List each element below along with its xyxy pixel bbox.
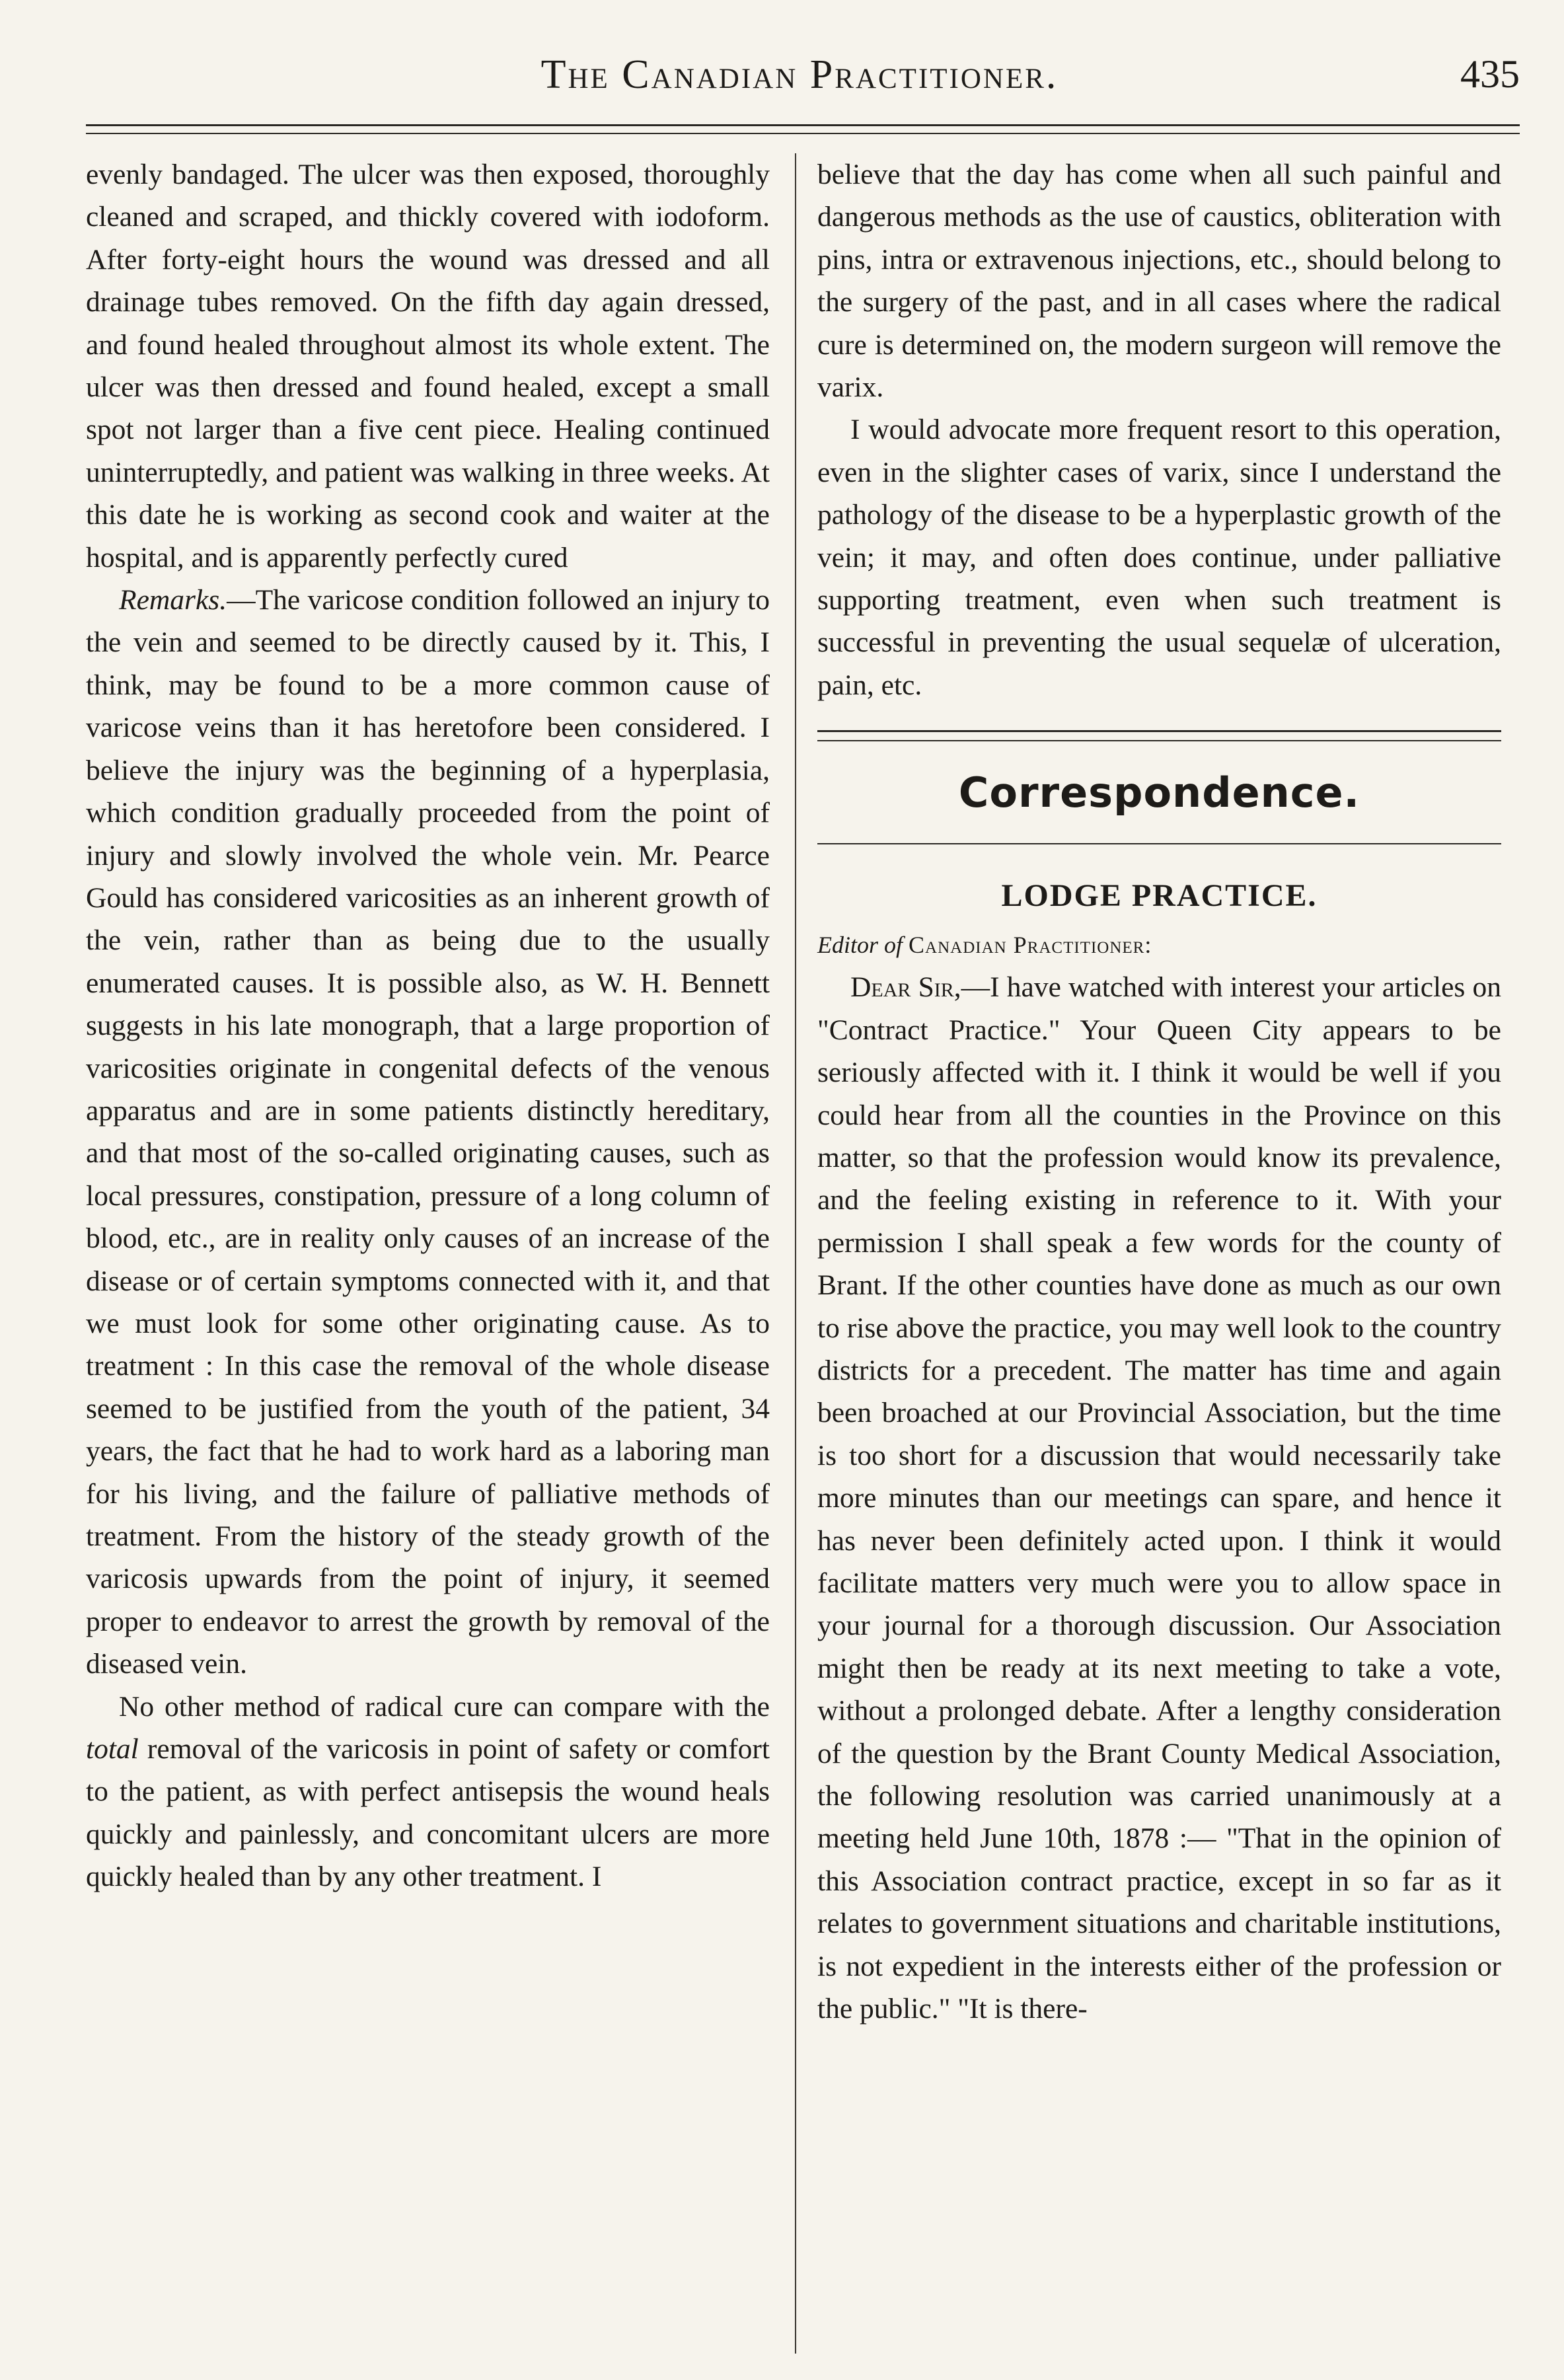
section-heading-correspondence: Correspondence. <box>958 768 1360 817</box>
remarks-paragraph <box>86 579 770 1686</box>
letter-body <box>817 966 1501 2030</box>
page-header <box>79 52 1520 124</box>
radical-cure-text-start: No other method of radical cure can compare with the <box>119 1690 770 1723</box>
header-rule <box>86 124 1520 134</box>
right-column <box>817 153 1501 2030</box>
remarks-lead: Remarks. <box>119 584 227 616</box>
radical-cure-paragraph <box>86 1686 770 1898</box>
section-rule <box>817 730 1501 741</box>
paragraph-continued-right: believe that the day has come when all such painful and dangerous methods as the use of caustics, obliteration with pins, intra or extravenous injections, etc., should belong to the surgery of the past, and in all cases where the radical cure is determined on, the modern surgeon will remove the varix. <box>817 159 1501 404</box>
editor-name: Canadian Practitioner: <box>909 932 1152 959</box>
column-divider <box>795 153 796 2354</box>
letter-text: —I have watched with interest your articles on "Contract Practice." Your Queen City appears to be seriously affected with it. I think it would be well if you could hear from all the counties in the Province on this matter, so that the profession would know its prevalence, and the feeling existing in reference to it. With your permission I shall speak a few words for the county of Brant. If the other counties have done as much as our own to rise above the practice, you may well look to the country districts for a precedent. The matter has time and again been broached at our Provincial Association, but the time is too short for a discussion that would necessarily take more minutes than our meetings can spare, and hence it has never been definitely acted upon. I think it would facilitate matters very much were you to allow space in your journal for a thorough discussion. Our Association might then be ready at its next meeting to take a vote, without a prolonged debate. After a lengthy consideration of the question by the Brant County Medical Association, the following resolution was carried unanimously at a meeting held June 10th, 1878 :— "That in the opinion of this Association contract practice, except in so far as it relates to government situations and charitable institutions, is not expedient in the interests either of the profession or the public." "It is there- <box>817 971 1502 2025</box>
section-heading-rule <box>817 843 1501 844</box>
left-column <box>86 153 770 1898</box>
editor-address <box>817 924 1501 966</box>
salutation: Dear Sir, <box>850 971 961 1004</box>
page-number: 435 <box>1460 52 1520 96</box>
editor-prefix: Editor of <box>817 932 903 959</box>
remarks-text: —The varicose condition followed an injury to the vein and seemed to be directly caused by it. This, I think, may be found to be a more common cause of varicose veins than it has heretofore been considered. I believe the injury was the beginning of a hyperplasia, which condition gradually proceeded from the point of injury and slowly involved the whole vein. Mr. Pearce Gould has considered varicosities as an inherent growth of the vein, rather than as being due to the usually enumerated causes. It is possible also, as W. H. Bennett suggests in his late monograph, that a large proportion of varicosities originate in congenital defects of the venous apparatus and are in some patients distinctly hereditary, and that most of the so-called originating causes, such as local pressures, constipation, pressure of a long column of blood, etc., are in reality only causes of an increase of the disease or of certain symptoms connected with it, and that we must look for some other originating cause. As to treatment : In this case the removal of the whole disease seemed to be justified from the youth of the patient, 34 years, the fact that he had to work hard as a laboring man for his living, and the failure of palliative methods of treatment. From the history of the steady growth of the varicosis upwards from the point of injury, it seemed proper to endeavor to arrest the growth by removal of the diseased vein. <box>86 584 770 1680</box>
paragraph-continued: evenly bandaged. The ulcer was then exposed, thoroughly cleaned and scraped, and thickly covered with iodoform. After forty-eight hours the wound was dressed and all drainage tubes removed. On the fifth day again dressed, and found healed throughout almost its whole extent. The ulcer was then dressed and found healed, except a small spot not larger than a five cent piece. Healing continued uninterruptedly, and patient was walking in three weeks. At this date he is working as second cook and waiter at the hospital, and is apparently perfectly cured <box>86 159 770 574</box>
running-title: The Canadian Practitioner. <box>540 52 1059 97</box>
advocate-paragraph: I would advocate more frequent resort to this operation, even in the slighter cases of varix, since I understand the pathology of the disease to be a hyperplastic growth of the vein; it may, and often does continue, under palliative supporting treatment, even when such treatment is successful in preventing the usual sequelæ of ulceration, pain, etc. <box>817 414 1501 701</box>
radical-cure-text-end: removal of the varicosis in point of safety or comfort to the patient, as with perfect antisepsis the wound heals quickly and painlessly, and concomitant ulcers are more quickly healed than by any other treatment. I <box>86 1733 770 1893</box>
article-title: LODGE PRACTICE. <box>1001 878 1318 914</box>
emphasis-total: total <box>86 1733 139 1766</box>
